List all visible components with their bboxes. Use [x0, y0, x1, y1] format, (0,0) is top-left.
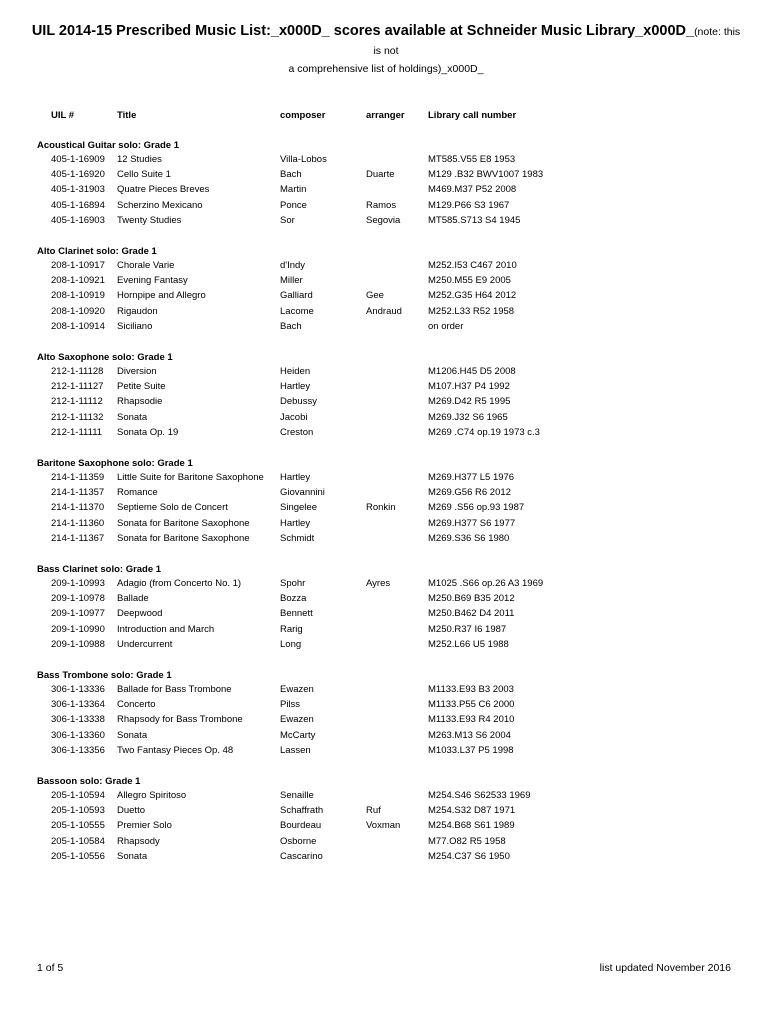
cell-composer: Giovannini: [280, 487, 325, 499]
list-section: [0, 351, 768, 457]
cell-call-number: MT585.S713 S4 1945: [428, 214, 521, 226]
cell-arranger: Ronkin: [366, 502, 396, 514]
cell-composer: Osborne: [280, 835, 317, 847]
cell-composer: Hartley: [280, 517, 311, 529]
cell-call-number: M269.G56 R6 2012: [428, 487, 511, 499]
cell-composer: Long: [280, 638, 302, 650]
cell-composer: Ewazen: [280, 684, 314, 695]
cell-uil-number: 212-1-11127: [51, 381, 104, 393]
table-row: [0, 259, 768, 274]
table-row: [0, 365, 768, 380]
cell-uil-number: 306-1-13364: [51, 699, 105, 711]
cell-composer: Galliard: [280, 290, 313, 302]
cell-uil-number: 205-1-10555: [51, 820, 105, 832]
title-note: (note: this is not: [373, 26, 741, 57]
cell-arranger: Ayres: [366, 578, 391, 589]
section-heading: Bassoon solo: Grade 1: [37, 776, 141, 787]
cell-call-number: MT585.V55 E8 1953: [428, 154, 516, 165]
table-row: [0, 471, 768, 486]
table-row: [0, 532, 768, 547]
cell-uil-number: 405-1-16903: [51, 214, 105, 226]
cell-title: Rigaudon: [117, 305, 158, 317]
cell-call-number: M250.B69 B35 2012: [428, 593, 515, 605]
cell-title: Allegro Spiritoso: [117, 790, 187, 801]
cell-uil-number: 306-1-13356: [51, 744, 105, 756]
cell-title: Diversion: [117, 366, 157, 377]
section-heading: Baritone Saxophone solo: Grade 1: [37, 458, 193, 469]
cell-title: Sonata for Baritone Saxophone: [117, 532, 250, 544]
cell-call-number: M254.S46 S62533 1969: [428, 790, 531, 801]
table-row: [0, 320, 768, 335]
cell-call-number: M263.M13 S6 2004: [428, 729, 511, 741]
cell-uil-number: 212-1-11112: [51, 396, 103, 408]
cell-uil-number: 208-1-10919: [51, 290, 105, 302]
cell-call-number: M254.S32 D87 1971: [428, 805, 516, 817]
table-row: [0, 638, 768, 653]
cell-uil-number: 212-1-11128: [51, 366, 104, 377]
cell-call-number: M269.J32 S6 1965: [428, 411, 508, 423]
table-row: [0, 380, 768, 395]
cell-composer: Cascarino: [280, 850, 323, 862]
cell-title: Rhapsody for Bass Trombone: [117, 714, 243, 726]
cell-call-number: M107.H37 P4 1992: [428, 381, 510, 393]
cell-uil-number: 306-1-13336: [51, 684, 105, 695]
cell-call-number: M252.L33 R52 1958: [428, 305, 515, 317]
table-row: [0, 305, 768, 320]
cell-composer: Bourdeau: [280, 820, 322, 832]
cell-title: Cello Suite 1: [117, 169, 171, 181]
cell-call-number: M250.B462 D4 2011: [428, 608, 515, 620]
table-row: [0, 289, 768, 304]
cell-title: Sonata: [117, 729, 148, 741]
cell-title: Rhapsodie: [117, 396, 163, 408]
cell-uil-number: 405-1-31903: [51, 184, 105, 196]
cell-composer: Schaffrath: [280, 805, 324, 817]
table-row: [0, 835, 768, 850]
table-row: [0, 199, 768, 214]
section-heading: Bass Trombone solo: Grade 1: [37, 670, 172, 681]
column-headers: [0, 109, 768, 123]
header-title: Title: [117, 110, 137, 121]
cell-composer: Creston: [280, 426, 314, 438]
section-heading: Alto Clarinet solo: Grade 1: [37, 246, 157, 257]
cell-call-number: M269.D42 R5 1995: [428, 396, 511, 408]
cell-title: Rhapsody: [117, 835, 160, 847]
cell-composer: Hartley: [280, 381, 311, 393]
cell-title: Concerto: [117, 699, 156, 711]
cell-title: Sonata: [117, 411, 148, 423]
cell-uil-number: 405-1-16920: [51, 169, 105, 181]
table-row: [0, 713, 768, 728]
cell-composer: Hartley: [280, 472, 311, 483]
music-list: [0, 139, 768, 881]
cell-title: Introduction and March: [117, 623, 215, 635]
header-call-number: Library call number: [428, 110, 517, 121]
header-uil-number: UIL #: [51, 110, 75, 121]
table-row: [0, 623, 768, 638]
cell-uil-number: 212-1-11111: [51, 426, 103, 438]
cell-composer: Singelee: [280, 502, 317, 514]
page-number: 1 of 5: [37, 962, 64, 974]
cell-arranger: Segovia: [366, 214, 401, 226]
cell-composer: Martin: [280, 184, 307, 196]
section-heading: Acoustical Guitar solo: Grade 1: [37, 140, 180, 151]
cell-uil-number: 214-1-11367: [51, 532, 105, 544]
table-row: [0, 577, 768, 592]
cell-title: Little Suite for Baritone Saxophone: [117, 472, 264, 483]
cell-composer: Rarig: [280, 623, 303, 635]
cell-uil-number: 209-1-10990: [51, 623, 105, 635]
cell-call-number: M250.R37 I6 1987: [428, 623, 507, 635]
cell-composer: d'Indy: [280, 260, 306, 271]
cell-uil-number: 214-1-11359: [51, 472, 105, 483]
cell-arranger: Ramos: [366, 199, 397, 211]
cell-call-number: M252.I53 C467 2010: [428, 260, 517, 271]
table-row: [0, 744, 768, 759]
table-row: [0, 274, 768, 289]
cell-composer: Bozza: [280, 593, 307, 605]
cell-uil-number: 209-1-10988: [51, 638, 105, 650]
list-section: [0, 139, 768, 245]
cell-call-number: M269.S36 S6 1980: [428, 532, 510, 544]
cell-title: Sonata Op. 19: [117, 426, 179, 438]
cell-title: Petite Suite: [117, 381, 166, 393]
cell-uil-number: 208-1-10920: [51, 305, 105, 317]
list-section: [0, 563, 768, 669]
table-row: [0, 395, 768, 410]
cell-call-number: M1033.L37 P5 1998: [428, 744, 514, 756]
cell-composer: Heiden: [280, 366, 311, 377]
cell-call-number: M269.H377 L5 1976: [428, 472, 515, 483]
section-heading: Alto Saxophone solo: Grade 1: [37, 352, 173, 363]
cell-title: Ballade for Bass Trombone: [117, 684, 232, 695]
cell-title: Duetto: [117, 805, 145, 817]
table-row: [0, 592, 768, 607]
cell-uil-number: 208-1-10917: [51, 260, 105, 271]
cell-uil-number: 205-1-10556: [51, 850, 105, 862]
table-row: [0, 501, 768, 516]
cell-uil-number: 208-1-10914: [51, 320, 105, 332]
cell-uil-number: 405-1-16894: [51, 199, 105, 211]
cell-uil-number: 209-1-10977: [51, 608, 105, 620]
cell-composer: Lacome: [280, 305, 314, 317]
cell-composer: Bach: [280, 169, 302, 181]
cell-composer: Senaille: [280, 790, 314, 801]
table-row: [0, 804, 768, 819]
cell-call-number: M469.M37 P52 2008: [428, 184, 517, 196]
cell-title: Sonata for Baritone Saxophone: [117, 517, 250, 529]
cell-composer: Sor: [280, 214, 295, 226]
table-row: [0, 819, 768, 834]
cell-title: Septieme Solo de Concert: [117, 502, 228, 514]
list-section: [0, 245, 768, 351]
cell-call-number: M254.B68 S61 1989: [428, 820, 515, 832]
table-row: [0, 183, 768, 198]
cell-composer: Bennett: [280, 608, 313, 620]
cell-call-number: M250.M55 E9 2005: [428, 275, 511, 287]
table-row: [0, 607, 768, 622]
cell-uil-number: 205-1-10594: [51, 790, 105, 801]
cell-arranger: Andraud: [366, 305, 402, 317]
cell-composer: Spohr: [280, 578, 306, 589]
update-note: list updated November 2016: [599, 962, 731, 974]
title-note-continued: a comprehensive list of holdings)_x000D_: [288, 63, 484, 75]
cell-uil-number: 209-1-10978: [51, 593, 105, 605]
table-row: [0, 153, 768, 168]
cell-uil-number: 209-1-10993: [51, 578, 105, 589]
cell-uil-number: 306-1-13360: [51, 729, 105, 741]
cell-title: Ballade: [117, 593, 149, 605]
cell-composer: Miller: [280, 275, 303, 287]
cell-title: Premier Solo: [117, 820, 172, 832]
table-row: [0, 729, 768, 744]
table-row: [0, 850, 768, 865]
cell-uil-number: 205-1-10584: [51, 835, 105, 847]
cell-uil-number: 205-1-10593: [51, 805, 105, 817]
cell-call-number: M252.L66 U5 1988: [428, 638, 509, 650]
cell-title: Evening Fantasy: [117, 275, 188, 287]
cell-title: 12 Studies: [117, 154, 162, 165]
cell-title: Romance: [117, 487, 158, 499]
cell-call-number: M269 .S56 op.93 1987: [428, 502, 525, 514]
cell-arranger: Ruf: [366, 805, 381, 817]
cell-title: Two Fantasy Pieces Op. 48: [117, 744, 234, 756]
cell-call-number: M129 .B32 BWV1007 1983: [428, 169, 544, 181]
cell-uil-number: 212-1-11132: [51, 411, 104, 423]
cell-composer: Lassen: [280, 744, 311, 756]
cell-call-number: M1133.E93 R4 2010: [428, 714, 515, 726]
cell-title: Twenty Studies: [117, 214, 182, 226]
table-row: [0, 426, 768, 441]
cell-title: Undercurrent: [117, 638, 173, 650]
cell-call-number: on order: [428, 320, 464, 332]
section-heading: Bass Clarinet solo: Grade 1: [37, 564, 162, 575]
cell-call-number: M269.H377 S6 1977: [428, 517, 516, 529]
page-title: [30, 22, 742, 78]
table-row: [0, 698, 768, 713]
cell-uil-number: 214-1-11370: [51, 502, 105, 514]
list-section: [0, 669, 768, 775]
table-row: [0, 486, 768, 501]
cell-call-number: M1133.E93 B3 2003: [428, 684, 514, 695]
cell-title: Scherzino Mexicano: [117, 199, 203, 211]
cell-call-number: M1133.P55 C6 2000: [428, 699, 515, 711]
title-main: UIL 2014-15 Prescribed Music List:_x000D_ scores available at Schneider Music Library_x000D_: [31, 23, 695, 39]
cell-arranger: Voxman: [366, 820, 401, 832]
cell-uil-number: 208-1-10921: [51, 275, 105, 287]
cell-uil-number: 214-1-11357: [51, 487, 105, 499]
cell-call-number: M129.P66 S3 1967: [428, 199, 510, 211]
cell-title: Chorale Varie: [117, 260, 175, 271]
cell-arranger: Gee: [366, 290, 384, 302]
table-row: [0, 789, 768, 804]
header-composer: composer: [280, 110, 326, 121]
table-row: [0, 411, 768, 426]
cell-call-number: M254.C37 S6 1950: [428, 850, 510, 862]
cell-call-number: M1206.H45 D5 2008: [428, 366, 516, 377]
table-row: [0, 168, 768, 183]
table-row: [0, 683, 768, 698]
cell-title: Deepwood: [117, 608, 163, 620]
cell-arranger: Duarte: [366, 169, 395, 181]
cell-composer: Debussy: [280, 396, 317, 408]
list-section: [0, 775, 768, 881]
cell-call-number: M269 .C74 op.19 1973 c.3: [428, 426, 540, 438]
list-section: [0, 457, 768, 563]
cell-uil-number: 306-1-13338: [51, 714, 105, 726]
cell-composer: Ewazen: [280, 714, 314, 726]
cell-title: Adagio (from Concerto No. 1): [117, 578, 242, 589]
cell-composer: Schmidt: [280, 532, 315, 544]
table-row: [0, 214, 768, 229]
cell-composer: Pilss: [280, 699, 301, 711]
cell-title: Sonata: [117, 850, 148, 862]
cell-composer: Ponce: [280, 199, 307, 211]
cell-uil-number: 214-1-11360: [51, 517, 105, 529]
cell-composer: McCarty: [280, 729, 316, 741]
table-row: [0, 517, 768, 532]
cell-call-number: M77.O82 R5 1958: [428, 835, 506, 847]
cell-call-number: M1025 .S66 op.26 A3 1969: [428, 578, 544, 589]
cell-title: Siciliano: [117, 320, 153, 332]
cell-uil-number: 405-1-16909: [51, 154, 105, 165]
header-arranger: arranger: [366, 110, 405, 121]
cell-title: Quatre Pieces Breves: [117, 184, 210, 196]
cell-composer: Jacobi: [280, 411, 308, 423]
cell-call-number: M252.G35 H64 2012: [428, 290, 517, 302]
cell-composer: Villa-Lobos: [280, 154, 327, 165]
cell-composer: Bach: [280, 320, 302, 332]
cell-title: Hornpipe and Allegro: [117, 290, 206, 302]
